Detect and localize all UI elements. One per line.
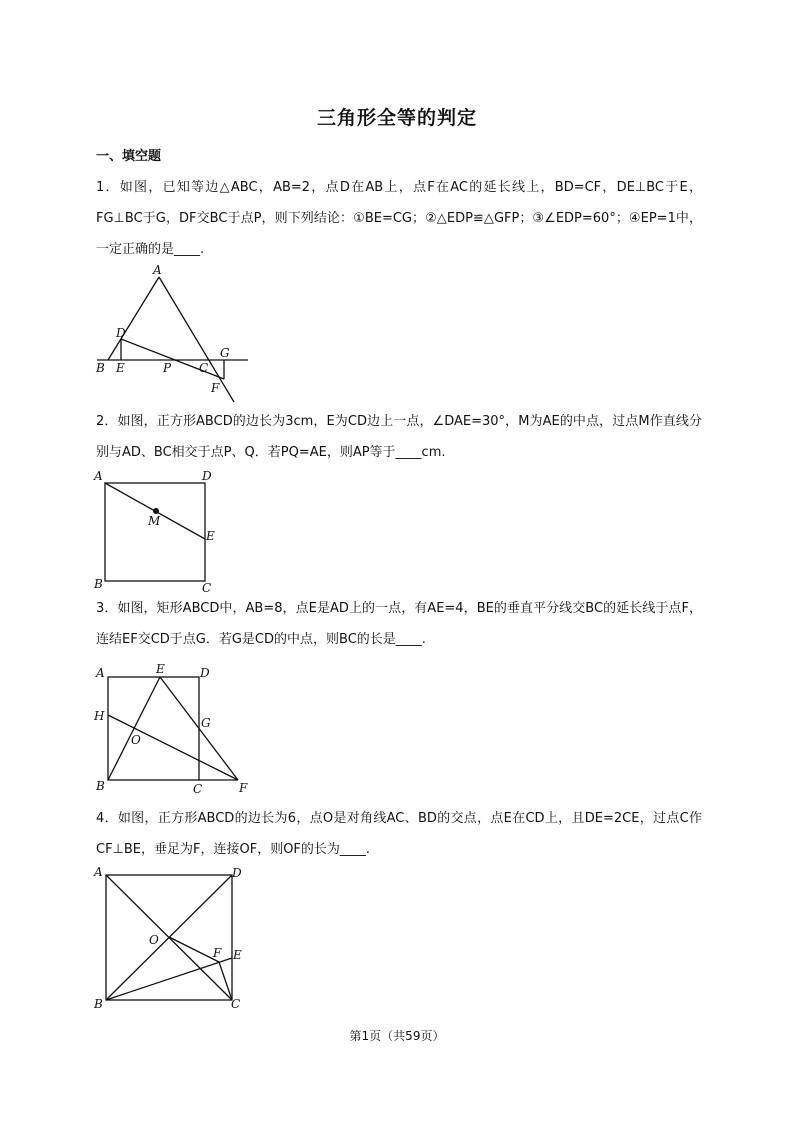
label-B: B [94, 577, 103, 591]
label-O: O [131, 733, 141, 747]
label-A: A [94, 469, 103, 483]
label-G: G [201, 716, 211, 730]
square-diagram [92, 466, 222, 596]
triangle-diagram [92, 262, 252, 404]
label-D: D [200, 666, 210, 680]
label-B: B [96, 361, 105, 375]
label-E: E [206, 529, 215, 543]
label-B: B [94, 997, 103, 1011]
label-G: G [220, 346, 230, 360]
section-heading: 一、填空题 [96, 149, 162, 164]
question-4-text: 4．如图，正方形ABCD的边长为6，点O是对角线AC、BD的交点，点E在CD上，且DE=2CE，过点C作CF⊥BE，垂足为F，连接OF，则OF的长为____. [96, 811, 702, 857]
label-A: A [96, 666, 105, 680]
label-D: D [232, 866, 242, 880]
question-4-figure [92, 862, 252, 1012]
rectangle-diagram [92, 662, 254, 796]
label-E: E [116, 361, 125, 375]
label-E: E [156, 662, 165, 676]
page-footer: 第1页（共59页） [349, 1029, 445, 1043]
question-2-figure [92, 466, 222, 596]
label-F: F [213, 946, 222, 960]
label-C: C [199, 361, 209, 375]
label-C: C [202, 581, 212, 595]
label-H: H [94, 709, 105, 723]
label-A: A [153, 263, 162, 277]
question-1-figure [92, 262, 252, 404]
label-C: C [193, 782, 203, 796]
question-3-text: 3．如图，矩形ABCD中，AB=8，点E是AD上的一点，有AE=4，BE的垂直平分线交BC的延长线于点F，连结EF交CD于点G．若G是CD的中点，则BC的长是____. [96, 601, 702, 647]
label-C: C [231, 997, 241, 1011]
label-P: P [163, 361, 172, 375]
label-D: D [116, 326, 126, 340]
question-3-figure [92, 662, 254, 796]
label-A: A [94, 865, 103, 879]
question-1-text: 1．如图，已知等边△ABC，AB=2，点D在AB上，点F在AC的延长线上，BD=CF，DE⊥BC于E，FG⊥BC于G，DF交BC于点P，则下列结论：①BE=CG；②△EDP≌△GFP；③∠EDP=60°；④EP=1中，一定正确的是____. [96, 180, 702, 257]
label-D: D [202, 469, 212, 483]
label-E: E [233, 948, 242, 962]
label-F: F [239, 781, 248, 795]
label-O: O [149, 933, 159, 947]
page-title: 三角形全等的判定 [316, 107, 477, 129]
label-M: M [148, 514, 161, 528]
square-diagonals-diagram [92, 862, 252, 1012]
label-B: B [96, 779, 105, 793]
label-F: F [211, 381, 220, 395]
question-2-text: 2．如图，正方形ABCD的边长为3cm，E为CD边上一点，∠DAE=30°，M为AE的中点，过点M作直线分别与AD、BC相交于点P、Q．若PQ=AE，则AP等于____cm. [96, 414, 702, 460]
